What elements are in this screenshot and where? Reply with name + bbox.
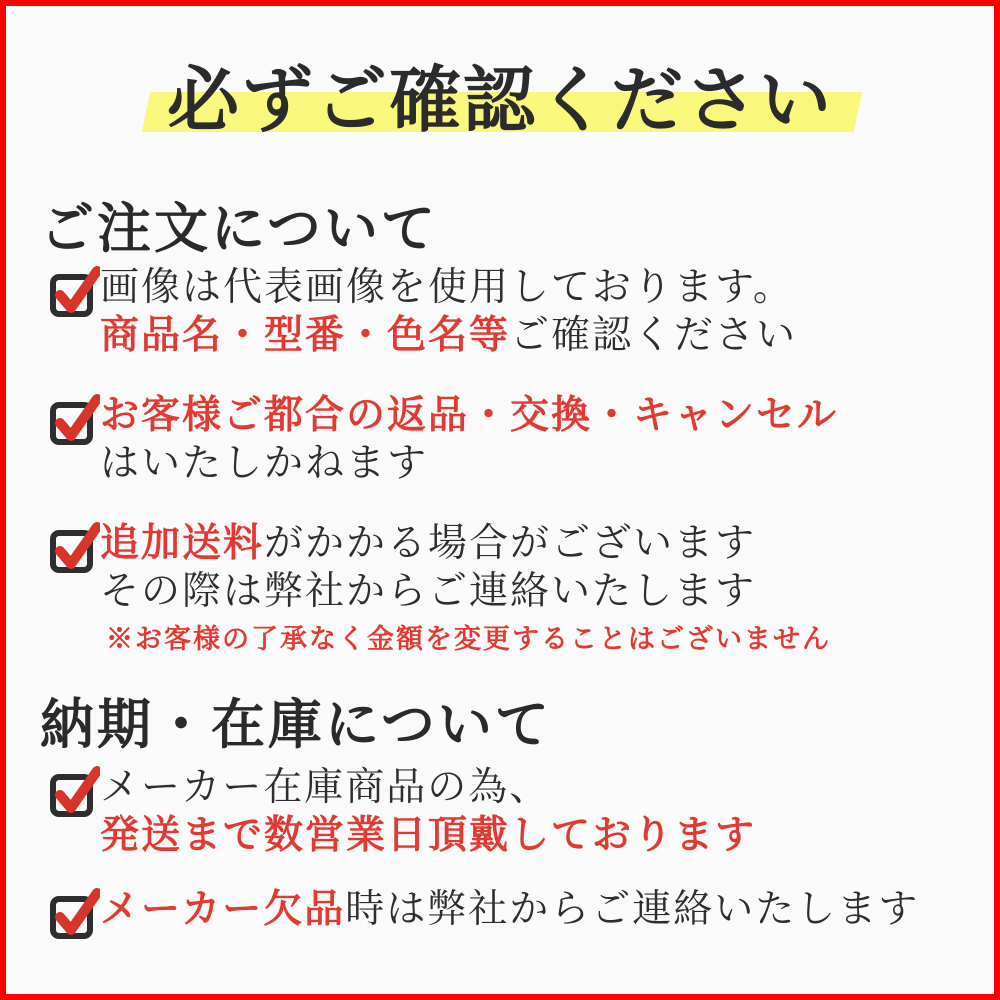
item-text-lines — [100, 886, 919, 934]
checkbox-check-icon — [48, 518, 100, 574]
checkbox-check-icon — [48, 262, 100, 318]
item-text-red: 商品名・型番・色名等 — [100, 314, 511, 357]
item-text-red: お客様ご都合の返品・交換・キャンセル — [100, 394, 839, 437]
item-note: ※お客様の了承なく金額を変更することはございません — [106, 624, 831, 654]
notice-item-maker-stock — [48, 762, 756, 860]
item-text-red: 追加送料 — [100, 522, 265, 565]
item-text-black: 時は弊社からご連絡いたします — [345, 888, 920, 931]
checkbox-check-icon — [48, 884, 100, 940]
notice-item-maker-shortage — [48, 884, 919, 940]
section-heading-order: ご注文について — [40, 199, 438, 259]
notice-item-representative-image — [48, 262, 797, 360]
checkbox-check-icon — [48, 390, 100, 446]
section-heading-stock: 納期・在庫について — [40, 695, 552, 755]
page-title: 必ずご確認ください — [166, 61, 833, 141]
item-text-black: メーカー在庫商品の為、 — [100, 766, 551, 809]
notice-item-extra-shipping — [48, 518, 831, 662]
item-text-black: はいたしかねます — [100, 442, 429, 485]
item-text-red: 発送まで数営業日頂戴しております — [100, 814, 757, 857]
notice-item-no-returns — [48, 390, 838, 488]
page-title-wrap — [6, 42, 994, 146]
item-text-black: ご確認ください — [510, 314, 798, 357]
item-text-red: メーカー欠品 — [100, 888, 346, 931]
item-text-lines — [100, 392, 838, 488]
item-text-black: がかかる場合がございます — [264, 522, 757, 565]
item-text-lines — [100, 264, 797, 360]
item-text-black: その際は弊社からご連絡いたします — [100, 570, 757, 613]
checkbox-check-icon — [48, 762, 100, 818]
item-text-black: 画像は代表画像を使用しております。 — [100, 266, 794, 309]
item-text-lines — [100, 764, 756, 860]
item-text-lines — [100, 520, 831, 662]
